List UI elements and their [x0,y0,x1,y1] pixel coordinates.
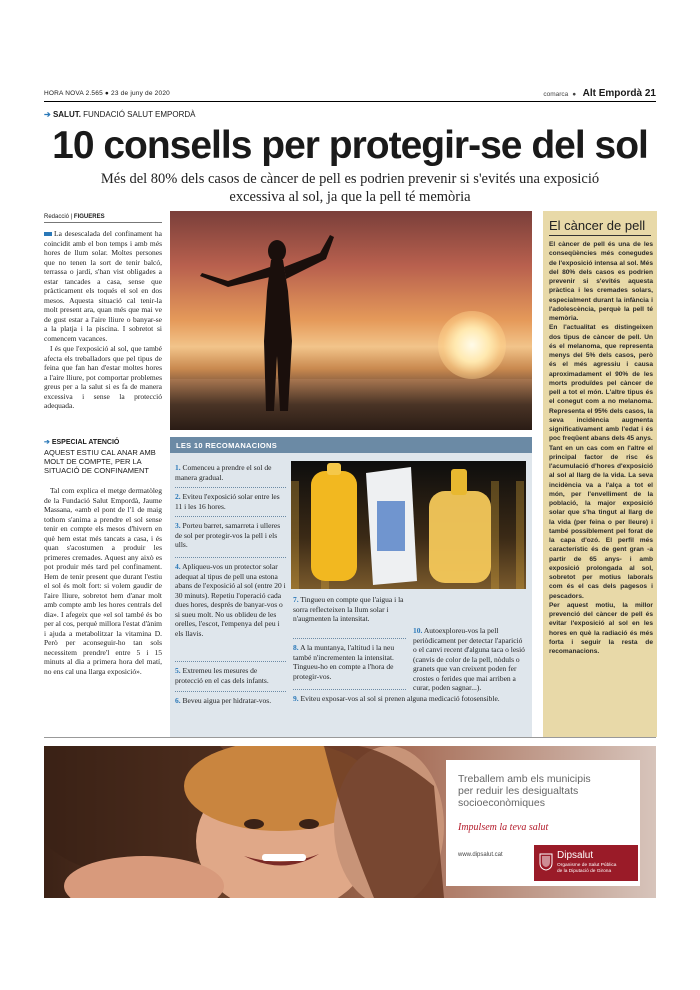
section-label: comarca [543,91,569,98]
sidebar-paragraph: Per aquest motiu, la millor prevenció del càncer de pell és evitar l'exposició al sol en les hores en què la radiació és més forta i seguir la resta de recomanacions. [549,601,653,655]
article-kicker [44,110,195,119]
issue-date: 23 de juny de 2020 [111,90,170,97]
arrow-right-icon: ➔ [44,439,50,446]
article-title: 10 consells per protegir-se del sol [52,124,648,167]
recommendation-item: 5. Extremeu les mesures de protecció en el cas dels infants. [175,666,269,685]
issue-label: HORA NOVA 2.565 [44,90,103,97]
logo-subtitle-line: de la Diputació de Girona [557,868,612,874]
sunscreen-bottles-photo [291,461,526,589]
logo-name: Dipsalut [557,850,594,861]
ad-message-line: socioeconòmiques [458,797,545,809]
recommendations-heading: LES 10 RECOMANACIONS [170,437,532,453]
separator-dot: ● [104,90,112,97]
recommendation-item: 4. Apliqueu-vos un protector solar adequat al tipus de pell una estona abans de l'exposició al sol (entre 20 i 30 minuts). Repetiu l'operació cada dues hores, després de banyar-vos o si sueu molt. No us oblideu de les orelles, l'escot, l'empenya del peu i els llavis. [175,562,286,638]
ad-slogan: Impulsem la teva salut [458,822,549,833]
page-header-section [543,88,656,99]
recommendation-item: 7. Tingueu en compte que l'aigua i la sorra reflecteixen la llum solar i n'augmenten la intensitat. [293,595,404,623]
item-divider [175,691,286,692]
sidebar-title: El càncer de pell [549,218,646,233]
sub-kicker-label: ESPECIAL ATENCIÓ [51,439,120,446]
arrow-right-icon: ➔ [44,110,51,119]
logo-subtitle-line: Organisme de Salut Pública [557,863,617,868]
article-subtitle: Més del 80% dels casos de càncer de pell es podrien prevenir si s'evités una exposició excessiva al sol, ja que la pell té memòria [100,171,600,205]
item-divider [175,516,286,517]
recommendation-item: 2. Eviteu l'exposició solar entre les 11 i les 16 hores. [175,492,280,511]
item-divider [293,689,406,690]
hero-photo-sunset-silhouette [170,211,532,430]
sidebar-paragraph: El càncer de pell és una de les conseqüències més conegudes de l'exposició intensa al sol. Més del 80% dels casos es podrien prevenir si s'evités aquesta pràctica i les cremades solars, especialment durant la infància i l'adolescència, perquè la pell té memòria. [549,241,653,322]
sub-headline: AQUEST ESTIU CAL ANAR AMB MOLT DE COMPTE, PER LA SITUACIÓ DE CONFINAMENT [44,448,156,475]
sidebar-paragraph: Tant en un cas com en l'altre el principal factor de risc és l'acumulació d'hores d'exposició al sol al llarg de la vida. La seva incidència va a l'alça a tot el món, per l'envelliment de la població, la major exposició solar que s'ha tingut al llarg de la vida (per feina o per lleure) i també possiblement pel forat de la capa d'ozó. El perfil més característic és de gent gran -a partir de 65 anys- i amb exposició prolongada al sol, sobretot per motius laborals com és el cas dels pagesos i pescadors. [549,444,653,600]
region-label: Alt Empordà [582,88,643,99]
recommendation-item: 6. Beveu aigua per hidratar-vos. [175,696,272,705]
sidebar-paragraph: En l'actualitat es distingeixen dos tipus de càncer de pell. Un és el melanoma, que representa menys del 5% dels casos, però és el més agressiu i causa aproximadament el 90% de les morts produïdes pel càncer de pell a tot el món. L'altre tipus és el conegut com a no melanoma. Representa el 95% dels casos, la seva incidència augmenta significativament amb l'edat i és poc freqüent abans dels 45 anys. [549,324,653,443]
recommendation-item: 3. Porteu barret, samarreta i ulleres de sol per protegir-vos la pell i els ulls. [175,521,281,549]
byline: Redacció | FIGUERES [44,214,162,223]
item-divider [293,638,406,639]
byline-author: Redacció [44,214,70,220]
header-rule [44,101,656,102]
page-number: 21 [644,88,656,99]
lead-marker-icon [44,232,52,236]
article-body-continued [44,486,162,677]
sunscreen-bottles-illustration [291,461,526,589]
item-divider [175,661,286,662]
ad-message-line: Treballem amb els municipis [458,773,591,785]
diputacio-crest-icon [539,853,553,871]
sidebar-text [549,240,653,656]
logo-subtitle [557,863,637,874]
byline-place: FIGUERES [73,214,105,220]
recommendation-item: 10. Autoexploreu-vos la pell periòdicament per detectar l'aparició o el canvi recent d'alguna taca o lesió (canvis de color de la pell, nòduls o granets que van creixent poden fer crostes o ferides que mai arriben a curar, poden sagnar...). [413,626,525,692]
recommendation-item: 9. Eviteu exposar-vos al sol si prenen alguna medicació fotosensible. [293,694,500,703]
body-paragraph: La desescalada del confinament ha coincidit amb el bon temps i amb més hores de llum solar. Moltes persones que no tenen la sort de tenir balcó, terrassa o jardí, s'han vist obligades a estar tancades a casa, sense que pràcticament els toqués el sol en dos mesos. Aquesta situació cal tenir-la molt present ara, quan més que mai ve de gust estar a l'aire lliure o banyar-se a la platja i la piscina. I sobretot si comencem vacances. [44,229,162,343]
kicker-source: FUNDACIÓ SALUT EMPORDÀ [83,110,196,119]
ad-url-link[interactable]: www.dipsalut.cat [458,852,503,858]
separator-dot: ● [572,91,577,98]
sidebar-rule [549,235,651,236]
ad-divider [44,737,656,738]
item-divider [175,557,286,558]
article-body-lead [44,229,162,412]
body-paragraph: Tal com explica el metge dermatòleg de la Fundació Salut Empordà, Jaume Massana, «amb el pont de l'1 de maig tothom s'anima a prendre el sol sense tenir en compte els mesos d'hivern en què hem estat més tancats a casa, i és quan s'acostumen a produir les primeres cremades. Aquest any això es pot produir més tard pel confinament. Hem de tenir present que durant l'estiu el sol és molt fort: si volem gaudir de l'aire lliure, sobretot hem d'anar molt amb compte amb les hores centrals del dia». I afegeix que «el sol també és bo per al cos, perquè millora l'estat d'ànim i ajuda a metabolitzar la vitamina D. Però per aconseguir-ho tan sols necessitem prendre'l entre 5 i 15 minuts al dia a primera hora del matí, no ens cal una llarga exposició». [44,486,162,676]
sub-kicker [44,438,162,446]
recommendation-item: 8. A la muntanya, l'altitud i la neu també n'incrementen la intensitat. Tingueu-ho en compte a l'hora de protegir-vos. [293,643,395,681]
kicker-section: SALUT. [52,110,81,119]
ad-message-line: per reduir les desigualtats [458,785,579,797]
page-header-issue [44,90,170,97]
ad-message [458,773,628,809]
body-paragraph: I és que l'exposició al sol, que també afecta els treballadors que pel tipus de feina que fan han d'estar moltes hores a l'aire lliure, pot comportar problemes greus per a la salut si es fa de manera excessiva i sense la protecció adequada. [44,344,162,410]
woman-silhouette [170,211,532,430]
item-divider [175,487,286,488]
recommendation-item: 1. Comenceu a prendre el sol de manera gradual. [175,463,272,482]
